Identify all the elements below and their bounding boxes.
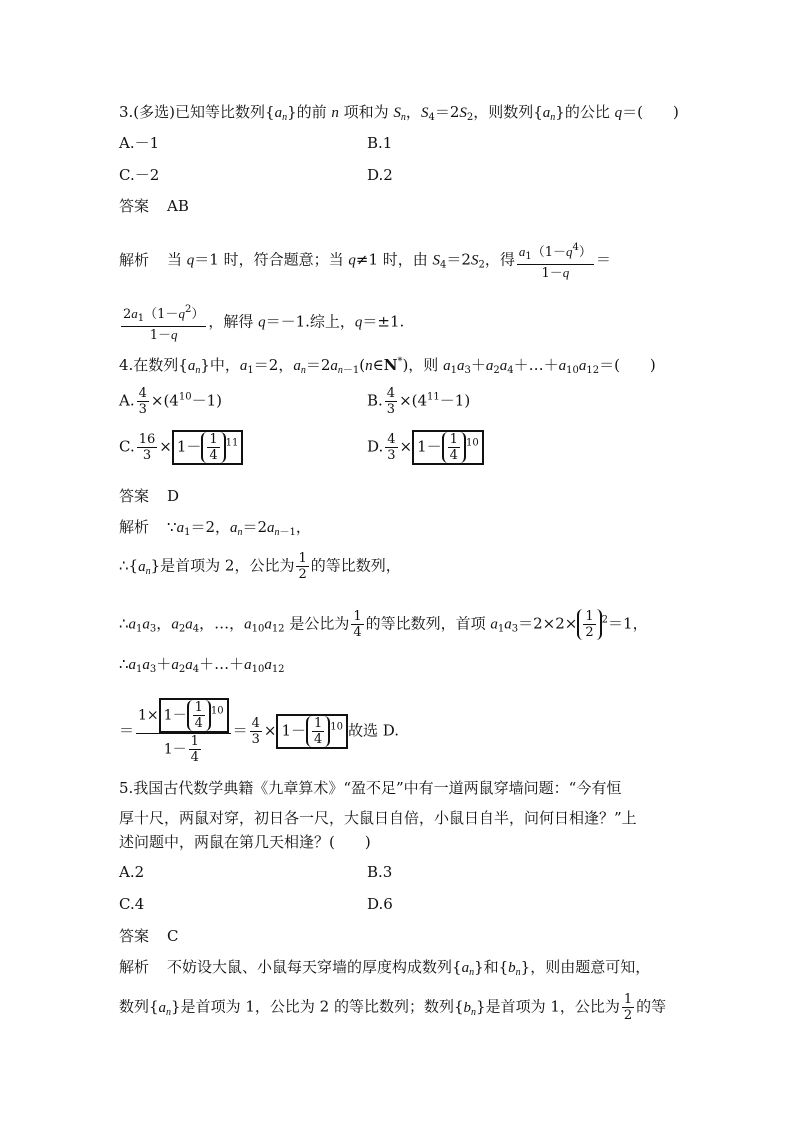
q4-option-a: A. $\frac{4}{3}$ $\times(4^{10}-1)$	[119, 386, 222, 417]
analysis-tail: 的等	[636, 997, 667, 1016]
q4-analysis-line4: $\therefore a_1a_3+a_2a_4+\dots+a_{10}a_{12}$	[119, 655, 285, 675]
analysis-label: 解析	[119, 958, 150, 976]
q5-stem-line3: 述问题中，两鼠在第几天相逢？( )	[119, 833, 371, 851]
q5-option-c: C.4	[119, 895, 145, 913]
analysis-label: 解析	[119, 518, 150, 536]
q5-stem-line2: 厚十尺，两鼠对穿，初日各一尺，大鼠日自倍，小鼠日自半，问何日相逢？”上	[119, 809, 637, 827]
q4-stem: 4.在数列$\{a_n\}$中，$a_1=2$，$a_n=2a_{n-1}(n\in N^*)$，则 $a_1a_3+a_2a_4+\dots+a_{10}a_{12}=$( )	[119, 356, 656, 376]
q4-option-b: B. $\frac{4}{3}$ $\times(4^{11}-1)$	[367, 386, 471, 417]
q5-analysis-line2: 数列$\{a_n\}$是首项为 1，公比为 2 的等比数列；数列$\{b_n\}$是首项为 1，公比为 $\frac{1}{2}$ 的等	[119, 992, 667, 1023]
fraction: $\frac{a_1(1-q^4)}{1-q}$	[518, 242, 592, 281]
q5-stem-line1: 5.我国古代数学典籍《九章算术》“盈不足”中有一道两鼠穿墙问题：“今有恒	[119, 779, 622, 797]
q4-analysis-line2: $\therefore\{a_n\}$是首项为 2，公比为 $\frac{1}{2}$ 的等比数列，	[119, 551, 401, 582]
q3-analysis-line1: 解析 当 q＝1 时，符合题意；当 q≠1 时，由 $S_4=2S_2$，得 $\frac{a_1(1-q^4)}{1-q}$ ＝	[119, 242, 611, 281]
q4-analysis-line5: ＝ 1× 1－ $\frac{1}{4}$ $^{10}$ 1－ $\frac{1}{4}$ ＝ $\frac{4}{3}$ × 1－ $\frac{1}{4}$ $^{10}$ 故选 D.	[119, 700, 400, 765]
q3-analysis-line2: $\frac{2a_1(1-q^2)}{1-q}$ ，解得 q＝－1.综上，q＝±1.	[123, 304, 405, 343]
fraction: $\frac{2a_1(1-q^2)}{1-q}$	[123, 304, 205, 343]
q4-option-c: C. $\frac{16}{3}$ × 1－ $\frac{1}{4}$ $^{11}$	[119, 430, 243, 465]
q3-option-d: D.2	[367, 166, 393, 184]
q5-option-b: B.3	[367, 863, 393, 881]
q4-answer	[119, 486, 179, 506]
q3-stem: 3.(多选)已知等比数列$\{a_n\}$的前 n 项和为 $S_n$，$S_4=2S_2$，则数列$\{a_n\}$的公比 q＝( )	[119, 103, 679, 123]
analysis-label: 解析	[119, 250, 150, 269]
q3-option-c: C.－2	[119, 166, 160, 184]
q4-analysis-line3: $\therefore a_1a_3$，$a_2a_4$，…，$a_{10}a_{12}$ 是公比为 $\frac{1}{4}$ 的等比数列，首项 $a_1a_3=2\times 2\times$ $\frac{1}{2}$ $^2$＝1，	[119, 609, 648, 640]
answer-value: AB	[167, 197, 189, 215]
answer-label: 答案	[119, 487, 150, 505]
answer-value: C	[167, 927, 179, 945]
q3-option-a: A.－1	[119, 134, 160, 152]
answer-label: 答案	[119, 927, 150, 945]
answer-label: 答案	[119, 197, 150, 215]
q4-analysis-line1: 解析 $\because a_1=2$，$a_n=2a_{n-1}$，	[119, 518, 311, 538]
answer-value: D	[167, 487, 180, 505]
q3-answer	[119, 196, 189, 216]
q5-answer	[119, 926, 179, 946]
q5-option-a: A.2	[119, 863, 145, 881]
q5-analysis-line1: 解析 不妨设大鼠、小鼠每天穿墙的厚度构成数列$\{a_n\}$和$\{b_n\}$，则由题意可知，	[119, 958, 651, 978]
q3-option-b: B.1	[367, 134, 393, 152]
q5-option-d: D.6	[367, 895, 393, 913]
q4-option-d: D. $\frac{4}{3}$ × 1－ $\frac{1}{4}$ $^{10}$	[367, 430, 484, 465]
